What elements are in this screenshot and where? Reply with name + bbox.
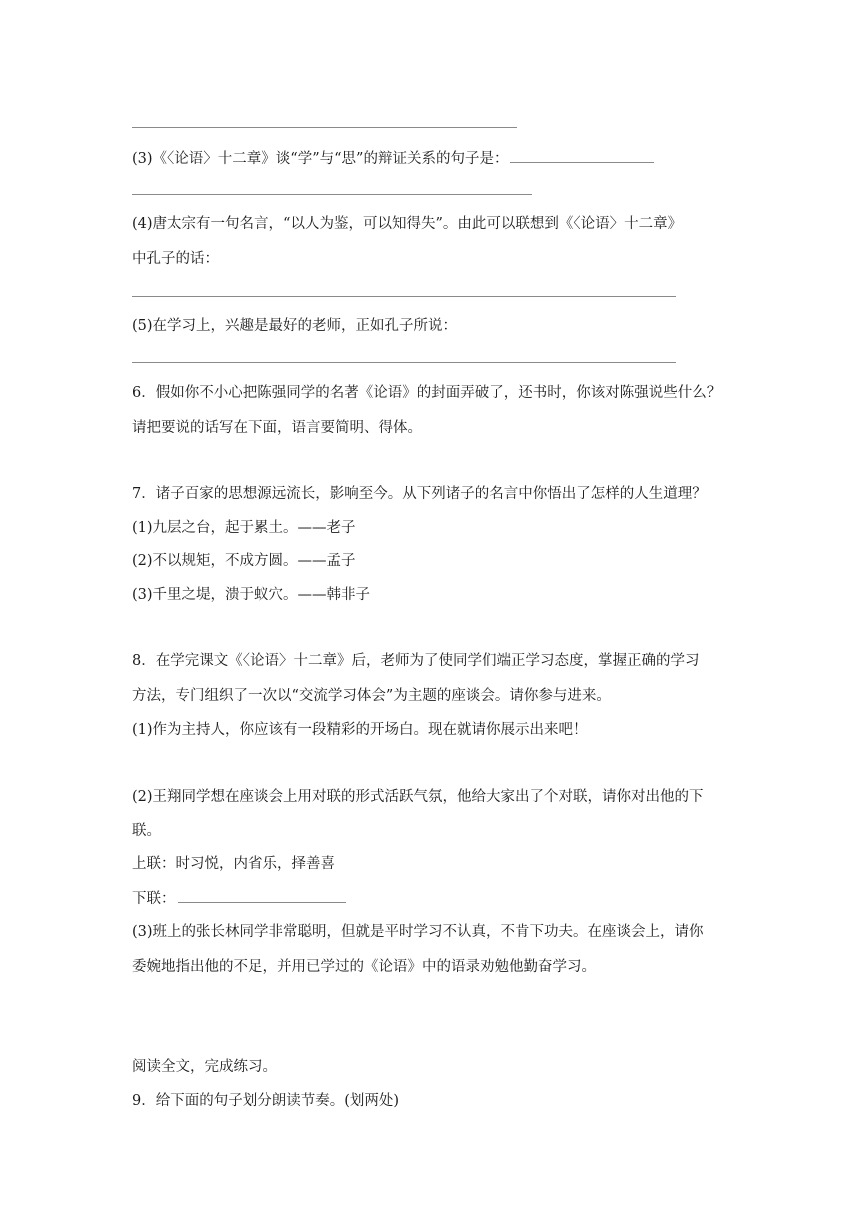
- upper-couplet: 上联：时习悦，内省乐，择善喜: [132, 856, 335, 872]
- q9-text: 9．给下面的句子划分朗读节奏。(划两处): [132, 1093, 400, 1109]
- q8-3-line1: (3)班上的张长林同学非常聪明，但就是平时学习不认真，不肯下功夫。在座谈会上，请你: [132, 924, 704, 940]
- q8-2-line2: 联。: [132, 823, 161, 839]
- q8-3-line2: 委婉地指出他的不足，并用已学过的《论语》中的语录劝勉他勤奋学习。: [132, 959, 596, 975]
- lower-couplet-label: 下联：: [132, 891, 176, 907]
- q5-5-text: (5)在学习上，兴趣是最好的老师，正如孔子所说：: [132, 318, 458, 334]
- q5-3-text: [132, 148, 654, 169]
- answer-line[interactable]: [132, 362, 676, 363]
- q6-line1: 6．假如你不小心把陈强同学的名著《论语》的封面弄破了，还书时，你该对陈强说些什么？: [132, 385, 722, 401]
- q6-line2: 请把要说的话写在下面，语言要简明、得体。: [132, 420, 422, 436]
- answer-blank[interactable]: [178, 888, 346, 903]
- lower-couplet: [132, 888, 346, 909]
- answer-line[interactable]: [132, 127, 517, 128]
- answer-line[interactable]: [132, 194, 532, 195]
- q7-item-1: (1)九层之台，起于累土。——老子: [132, 520, 356, 536]
- q7-item-3: (3)千里之堤，溃于蚁穴。——韩非子: [132, 587, 371, 603]
- answer-line[interactable]: [132, 296, 676, 297]
- q7-stem: 7．诸子百家的思想源远流长，影响至今。从下列诸子的名言中你悟出了怎样的人生道理？: [132, 486, 707, 502]
- answer-blank[interactable]: [510, 148, 654, 163]
- q8-line1: 8．在学完课文《〈论语〉十二章》后，老师为了使同学们端正学习态度，掌握正确的学习: [132, 653, 700, 669]
- q8-2-line1: (2)王翔同学想在座谈会上用对联的形式活跃气氛，他给大家出了个对联，请你对出他的下: [132, 789, 704, 805]
- q7-item-2: (2)不以规矩，不成方圆。——孟子: [132, 553, 356, 569]
- q5-3-prompt: (3)《〈论语〉十二章》谈“学”与“思”的辩证关系的句子是：: [132, 151, 509, 167]
- q5-4-line2: 中孔子的话：: [132, 251, 219, 267]
- q5-4-line1: (4)唐太宗有一句名言，“以人为鉴，可以知得失”。由此可以联想到《〈论语〉十二章》: [132, 216, 683, 232]
- q8-1-text: (1)作为主持人，你应该有一段精彩的开场白。现在就请你展示出来吧！: [132, 722, 588, 738]
- reading-intro: 阅读全文，完成练习。: [132, 1059, 277, 1075]
- q8-line2: 方法，专门组织了一次以“交流学习体会”为主题的座谈会。请你参与进来。: [132, 688, 611, 704]
